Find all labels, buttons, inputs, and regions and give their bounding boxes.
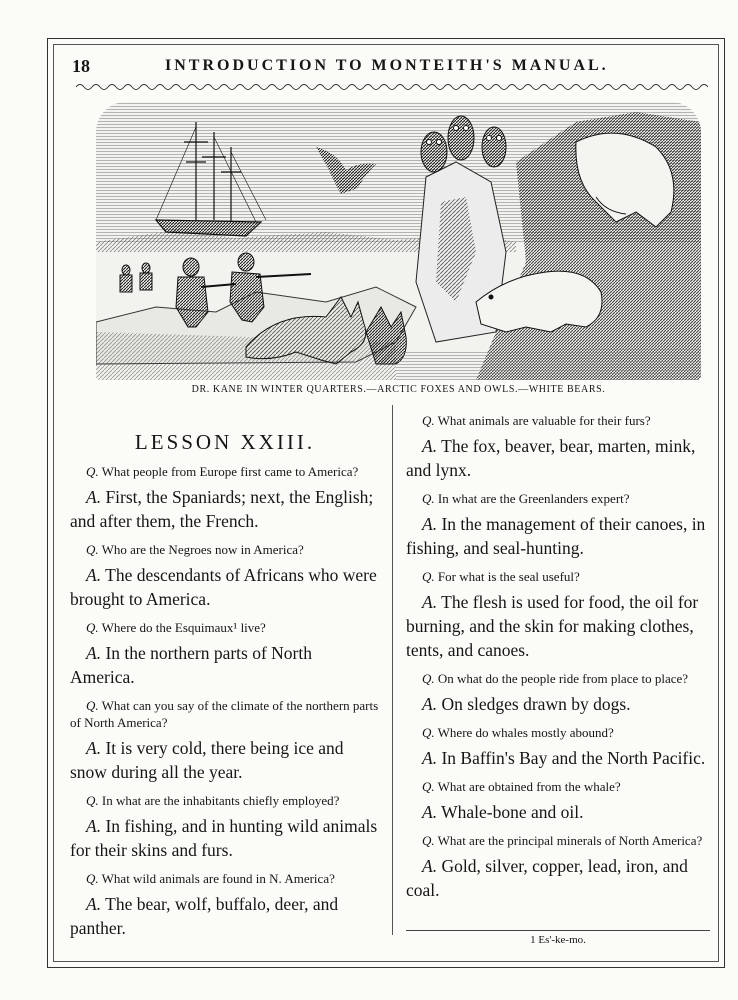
question-label: Q. xyxy=(422,413,435,428)
question-label: Q. xyxy=(86,464,99,479)
arctic-scene-illustration xyxy=(96,102,701,380)
question-text: What are obtained from the whale? xyxy=(437,779,621,794)
question-paragraph xyxy=(406,490,718,507)
answer-paragraph xyxy=(70,892,380,940)
decorative-wavy-rule xyxy=(76,82,708,92)
answer-label: A. xyxy=(422,514,438,534)
answer-label: A. xyxy=(86,565,102,585)
question-label: Q. xyxy=(422,833,435,848)
page-number: 18 xyxy=(72,56,90,76)
answer-text: In Baffin's Bay and the North Pacific. xyxy=(441,748,706,768)
answer-label: A. xyxy=(86,816,102,836)
question-label: Q. xyxy=(422,491,435,506)
answer-text: In the northern parts of North America. xyxy=(70,643,312,687)
question-paragraph xyxy=(406,778,718,795)
question-text: For what is the seal useful? xyxy=(437,569,580,584)
answer-label: A. xyxy=(422,436,438,456)
answer-text: In the management of their canoes, in fishing, and seal-hunting. xyxy=(406,514,706,558)
footnote: 1 Es'-ke-mo. xyxy=(530,934,586,946)
footnote-rule xyxy=(406,930,710,931)
question-label: Q. xyxy=(422,671,435,686)
answer-text: Gold, silver, copper, lead, iron, and coal. xyxy=(406,856,688,900)
answer-paragraph xyxy=(406,854,718,902)
question-label: Q. xyxy=(86,620,99,635)
question-label: Q. xyxy=(422,725,435,740)
question-label: Q. xyxy=(86,542,99,557)
answer-paragraph xyxy=(406,512,718,560)
answer-text: In fishing, and in hunting wild animals for their skins and furs. xyxy=(70,816,378,860)
left-column xyxy=(70,410,380,948)
question-text: Who are the Negroes now in America? xyxy=(101,542,304,557)
answer-label: A. xyxy=(422,856,438,876)
question-text: What people from Europe first came to America? xyxy=(101,464,359,479)
answer-paragraph xyxy=(70,641,380,689)
question-text: In what are the inhabitants chiefly employed? xyxy=(101,793,340,808)
answer-label: A. xyxy=(86,487,102,507)
answer-text: First, the Spaniards; next, the English; and after them, the French. xyxy=(70,487,374,531)
question-paragraph xyxy=(70,870,380,887)
answer-text: The flesh is used for food, the oil for burning, and the skin for making clothes, tents, and canoes. xyxy=(406,592,699,660)
answer-text: On sledges drawn by dogs. xyxy=(441,694,631,714)
answer-paragraph xyxy=(406,590,718,662)
question-paragraph xyxy=(406,832,718,849)
running-head: INTRODUCTION TO MONTEITH'S MANUAL. xyxy=(165,57,609,74)
illustration-caption: DR. KANE IN WINTER QUARTERS.—ARCTIC FOXES AND OWLS.—WHITE BEARS. xyxy=(191,384,606,395)
question-text: What are the principal minerals of North America? xyxy=(437,833,703,848)
answer-text: Whale-bone and oil. xyxy=(441,802,584,822)
question-label: Q. xyxy=(422,779,435,794)
answer-text: The fox, beaver, bear, marten, mink, and lynx. xyxy=(406,436,696,480)
question-paragraph xyxy=(70,792,380,809)
question-paragraph xyxy=(70,541,380,558)
question-paragraph xyxy=(406,670,718,687)
answer-paragraph xyxy=(406,692,718,716)
answer-paragraph xyxy=(406,746,718,770)
answer-paragraph xyxy=(406,800,718,824)
question-text: What animals are valuable for their furs? xyxy=(437,413,651,428)
answer-paragraph xyxy=(70,736,380,784)
question-text: On what do the people ride from place to place? xyxy=(437,671,689,686)
answer-label: A. xyxy=(422,592,438,612)
question-text: Where do the Esquimaux¹ live? xyxy=(101,620,266,635)
answer-label: A. xyxy=(422,748,438,768)
answer-label: A. xyxy=(86,738,102,758)
answer-paragraph xyxy=(406,434,718,482)
question-paragraph xyxy=(406,724,718,741)
answer-label: A. xyxy=(422,694,438,714)
question-label: Q. xyxy=(86,871,99,886)
answer-label: A. xyxy=(86,643,102,663)
column-divider xyxy=(392,405,394,935)
question-text: What wild animals are found in N. America? xyxy=(101,871,335,886)
answer-label: A. xyxy=(422,802,438,822)
question-label: Q. xyxy=(86,793,99,808)
question-label: Q. xyxy=(86,698,99,713)
answer-paragraph xyxy=(70,485,380,533)
answer-text: The bear, wolf, buffalo, deer, and panther. xyxy=(70,894,339,938)
question-text: Where do whales mostly abound? xyxy=(437,725,614,740)
question-label: Q. xyxy=(422,569,435,584)
question-paragraph xyxy=(70,697,380,731)
arctic-engraving xyxy=(96,102,701,380)
question-paragraph xyxy=(406,568,718,585)
answer-label: A. xyxy=(86,894,102,914)
answer-paragraph xyxy=(70,563,380,611)
question-text: In what are the Greenlanders expert? xyxy=(437,491,630,506)
answer-text: The descendants of Africans who were brought to America. xyxy=(70,565,377,609)
question-paragraph xyxy=(406,412,718,429)
answer-text: It is very cold, there being ice and snow during all the year. xyxy=(70,738,344,782)
question-text: What can you say of the climate of the northern parts of North America? xyxy=(70,698,379,730)
question-paragraph xyxy=(70,463,380,480)
lesson-title: LESSON XXIII. xyxy=(134,430,316,454)
right-column xyxy=(406,410,718,910)
question-paragraph xyxy=(70,619,380,636)
answer-paragraph xyxy=(70,814,380,862)
